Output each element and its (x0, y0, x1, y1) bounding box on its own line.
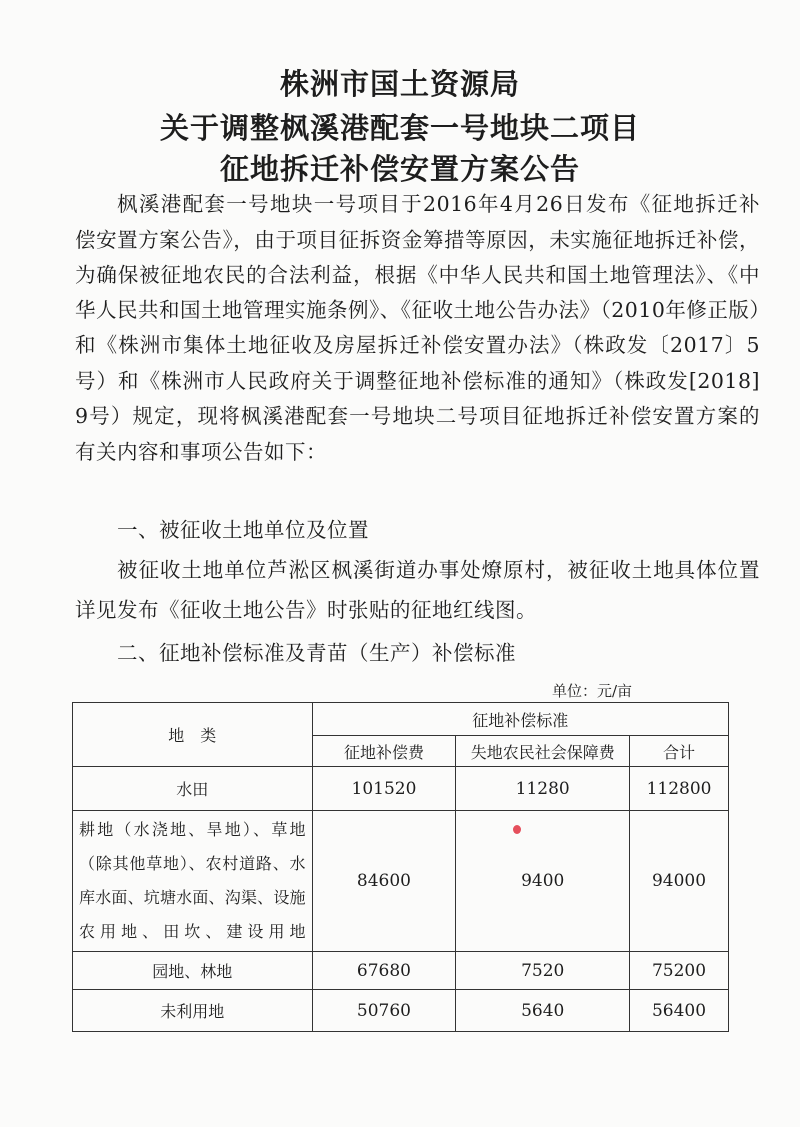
cell: 101520 (312, 767, 456, 811)
cell: 5640 (456, 990, 630, 1032)
cell: 50760 (312, 990, 456, 1032)
intro-line: 为确保被征地农民的合法利益，根据《中华人民共和国土地管理法》、《中 (75, 263, 760, 287)
title-line-1: 株洲市国土资源局 (279, 67, 520, 101)
header-col: 征地补偿费 (312, 736, 456, 767)
land-type: 水田 (73, 767, 313, 811)
intro-line: 华人民共和国土地管理实施条例》、《征收土地公告办法》（2010年修正版） (75, 298, 771, 322)
section-1-line: 详见发布《征收土地公告》时张贴的征地红线图。 (75, 598, 537, 622)
title-line-2: 关于调整枫溪港配套一号地块二项目 (159, 111, 640, 145)
unit-label: 单位：元/亩 (552, 682, 633, 700)
red-ink-spot (513, 825, 521, 834)
section-1-line: 被征收土地单位芦淞区枫溪街道办事处燎原村，被征收土地具体位置 (117, 558, 760, 582)
intro-line: 和《株洲市集体土地征收及房屋拆迁补偿安置办法》（株政发〔2017〕5 (75, 333, 760, 357)
table-row (73, 767, 729, 811)
land-type: 园地、林地 (73, 952, 313, 990)
table-row (73, 990, 729, 1032)
header-col: 合计 (630, 736, 729, 767)
intro-line: 号）和《株洲市人民政府关于调整征地补偿标准的通知》（株政发[2018] (75, 369, 760, 393)
cell: 11280 (456, 767, 630, 811)
intro-line: 有关内容和事项公告如下： (75, 440, 327, 464)
cell: 7520 (456, 952, 630, 990)
header-land-type: 地 类 (73, 703, 313, 767)
intro-line: 偿安置方案公告》，由于项目征拆资金筹措等原因，未实施征地拆迁补偿， (75, 228, 760, 252)
table-row (73, 811, 729, 952)
cell: 9400 (456, 811, 630, 952)
cell: 56400 (630, 990, 729, 1032)
title-line-3: 征地拆迁补偿安置方案公告 (219, 152, 580, 186)
compensation-table (72, 702, 729, 1032)
cell: 94000 (630, 811, 729, 952)
land-type: 耕地（水浇地、旱地）、草地（除其他草地）、农村道路、水库水面、坑塘水面、沟渠、设施农用地、田坎、建设用地 (73, 811, 313, 952)
cell: 75200 (630, 952, 729, 990)
cell: 67680 (312, 952, 456, 990)
intro-line: 枫溪港配套一号地块一号项目于2016年4月26日发布《征地拆迁补 (117, 192, 760, 216)
intro-line: 9号）规定，现将枫溪港配套一号地块二号项目征地拆迁补偿安置方案的 (75, 404, 760, 428)
land-type: 未利用地 (73, 990, 313, 1032)
table-row (73, 952, 729, 990)
cell: 112800 (630, 767, 729, 811)
section-1-heading: 一、被征收土地单位及位置 (117, 518, 369, 542)
header-col: 失地农民社会保障费 (456, 736, 630, 767)
header-group: 征地补偿标准 (312, 703, 728, 736)
section-2-heading: 二、征地补偿标准及青苗（生产）补偿标准 (117, 641, 516, 665)
cell: 84600 (312, 811, 456, 952)
